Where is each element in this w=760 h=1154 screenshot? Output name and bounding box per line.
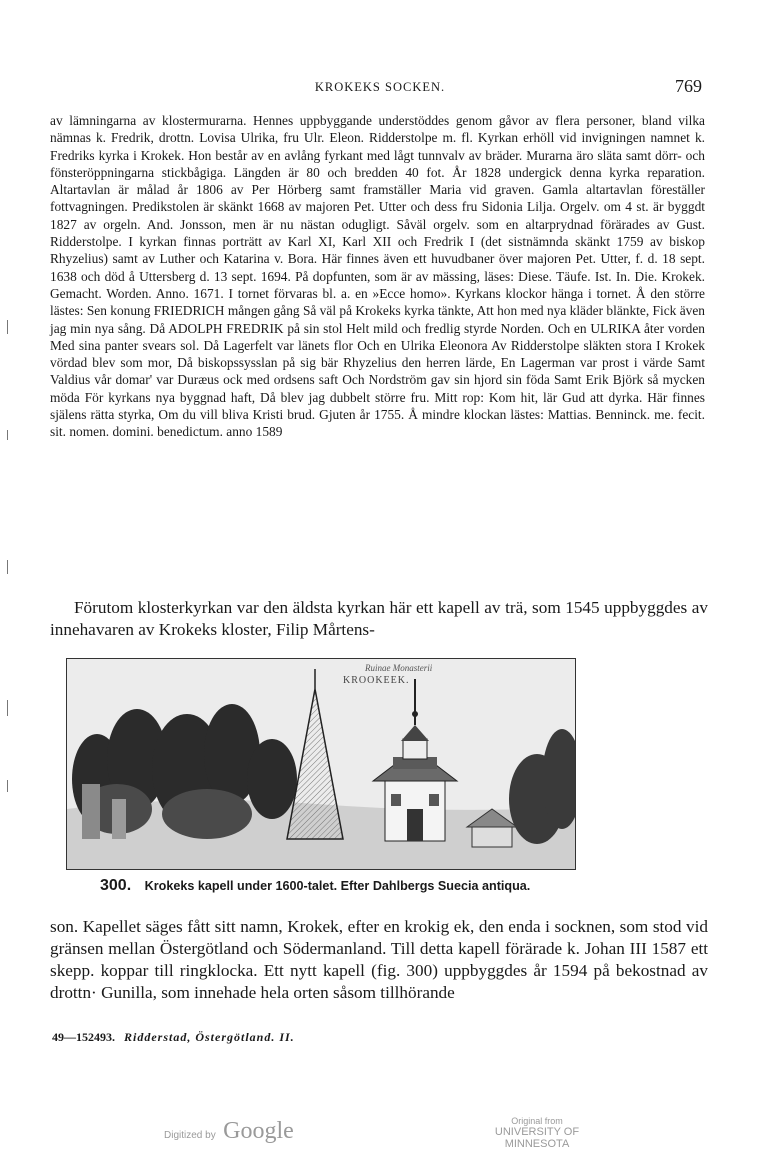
margin-mark <box>7 780 8 792</box>
figure-inscription-2: KROOKEEK. <box>343 675 410 686</box>
body-text-large-1 <box>50 597 708 641</box>
margin-mark <box>7 700 8 716</box>
engraving-figure <box>66 658 576 870</box>
margin-mark <box>7 560 8 574</box>
figure-inscription-1: Ruinae Monasterii <box>365 663 433 673</box>
margin-mark <box>7 320 8 334</box>
signature-author: Ridderstad, Östergötland. II. <box>124 1030 295 1044</box>
figure-caption <box>100 877 660 895</box>
university-label: UNIVERSITY OF MINNESOTA <box>494 1126 580 1150</box>
paragraph-small: av lämningarna av klostermurarna. Hennes uppbyggande understöddes genom gåvor av flera personer, bland vilka nämnas k. Fredrik, drottn. Lovisa Ulrika, fru Ulr. Eleon. Ridderstolpe m. fl. Kyrkan erhöll vid invigningen namnet k. Fredriks kyrka i Krokek. Hon består av en avlång fyrkant med lågt tunnvalv av bräder. Murarna äro släta samt dörr- och fönsteröppningarna stickbågiga. Längden är 80 och bredden 40 fot. År 1828 undergick denna kyrka reparation. Altartavlan är målad år 1806 av Per Hörberg samt framställer Maria vid graven. Gamla altartavlan föreställer fottvagningen. Predikstolen är skänkt 1668 av majoren Pet. Utter och dess fru Sidonia Lilja. Orgelv. om 4 st. är byggdt 1827 av orgeln. And. Jonsson, men är nu nästan odugligt. Såväl orgelv. som en altarprydnad förärades av Gust. Ridderstolpe. I kyrkan finnas porträtt av Karl XI, Karl XII och Fredrik I (det sistnämnda skänkt 1759 av biskop Rhyzelius) samt av Luther och Katarina v. Bora. Här finnes även ett huvudbaner över majoren Pet. Utter, f. d. 18 sept. 1638 och död å Uttersberg d. 13 sept. 1694. På dopfunten, som är av mässing, läses: Diese. Täufe. Ist. In. Die. Krokek. Gemacht. Worden. Anno. 1671. I tornet förvaras bl. a. en »Ecce homo». Kyrkans klockor hänga i tornet. Å den större lästes: Sen konung FRIEDRICH mången gång Så väl på Krokeks kyrka tänkte, Att hon med nya kläder blänkte, Fick även jag min nya sång. Då ADOLPH FREDRIK på sin stol Helt mild och fredlig styrde Norden. Och en ULRIKA åter vorden Med sina panter svears sol. Då Lagerfelt var länets flor Och en Ulrika Eleonora Av Ridderstolpe släkten stora I Krokek vördad blev som mor, Då biskopssysslan på sig bär Rhyzelius den herren lärde, En Lagerman var prost i värde Samt Valdius vår domar' var Duræus ock med ordsens saft Och Nordström gav sin hjord sin föda Samt Erik Björk så mycken möda För kyrkans nya byggnad haft, Då blev jag dubbelt större fru. Mitt rop: Kom hit, lär Gud att dyrka. Här finnes själens rätta styrka, Om du vill bliva Kristi brud. Gjuten år 1755. Å mindre klockan lästes: Mattias. Benninck. me. fecit. sit. nomen. domini. benedictum. anno 1589 <box>50 113 705 440</box>
running-title: KROKEKS SOCKEN. <box>314 80 446 94</box>
page-number: 769 <box>675 76 702 96</box>
printer-signature <box>52 1030 295 1045</box>
margin-mark <box>7 430 8 440</box>
google-watermark <box>164 1118 294 1145</box>
page-header <box>50 76 710 98</box>
caption-text: Krokeks kapell under 1600-talet. Efter Dahlbergs Suecia antiqua. <box>144 879 531 893</box>
original-from-label: Original from <box>511 1116 563 1126</box>
digitized-label: Digitized by <box>164 1130 216 1141</box>
google-logo: Google <box>223 1118 294 1144</box>
paragraph-large: Förutom klosterkyrkan var den äldsta kyrkan här ett kapell av trä, som 1545 uppbyggdes av innehavaren av Krokeks kloster, Filip Mårtens- <box>50 598 708 639</box>
signature-code: 49—152493. <box>52 1030 115 1044</box>
body-text-large-2 <box>50 916 708 1004</box>
figure-number: 300. <box>100 877 132 894</box>
chapel-engraving <box>67 659 575 869</box>
source-watermark <box>462 1116 612 1150</box>
paragraph-large: son. Kapellet säges fått sitt namn, Krokek, efter en krokig ek, den enda i socknen, som stod vid gränsen mellan Östergötland och Södermanland. Till detta kapell förärade k. Johan III 1587 ett skepp. koppar till ringklocka. Ett nytt kapell (fig. 300) uppbyggdes år 1594 på bekostnad av drottn· Gunilla, som innehade hela orten såsom tillhörande <box>50 917 708 1002</box>
body-text-small <box>50 112 705 441</box>
